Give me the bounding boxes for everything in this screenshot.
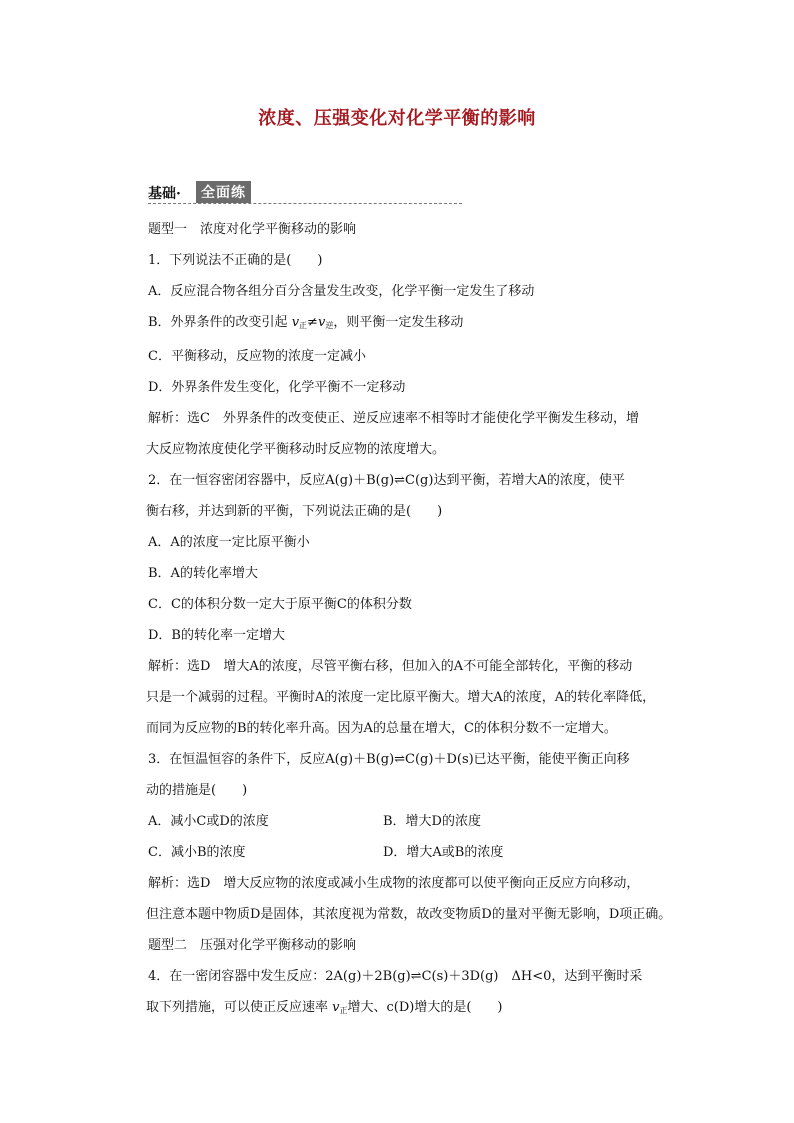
subscript-reverse: 逆 (325, 321, 334, 330)
q3-answer-line1: 解析：选D 增大反应物的浓度或减小生成物的浓度都可以使平衡向正反应方向移动， (148, 876, 640, 891)
q3-options-row2 (148, 837, 648, 868)
q2-answer-line2: 只是一个减弱的过程。平衡时A的浓度一定比原平衡大。增大A的浓度，A的转化率降低， (146, 690, 656, 705)
q4-stem-line2 (146, 992, 648, 1026)
q1-b-text-end: ，则平衡一定发生移动 (333, 315, 464, 330)
q2-answer-line1: 解析：选D 增大A的浓度，尽管平衡右移，但加入的A不可能全部转化，平衡的移动 (148, 659, 633, 674)
section-badge: 全面练 (196, 181, 251, 203)
q3-option-b: B．增大D的浓度 (383, 814, 481, 829)
q1-stem: 1．下列说法不正确的是( ) (148, 253, 323, 268)
q3-answer-line2: 但注意本题中物质D是固体，其浓度视为常数，故改变物质D的量对平衡无影响，D项正确。 (146, 907, 672, 922)
v-symbol: v (332, 1000, 340, 1015)
q1-option-c: C．平衡移动，反应物的浓度一定减小 (148, 349, 366, 364)
v-symbol: v (291, 315, 300, 330)
section-header (148, 181, 462, 204)
q3-stem-line1: 3．在恒温恒容的条件下，反应A(g)＋B(g)⇌C(g)＋D(s)已达平衡，能使平衡正向移 (148, 752, 630, 767)
q1-answer-line1: 解析：选C 外界条件的改变使正、逆反应速率不相等时才能使化学平衡发生移动，增 (148, 411, 639, 426)
q2-option-d: D．B的转化率一定增大 (148, 628, 285, 643)
not-equal-sign: ≠ (307, 315, 318, 330)
q2-answer-line3: 而同为反应物的B的转化率升高。因为A的总量在增大，C的体积分数不一定增大。 (146, 721, 617, 736)
page-title: 浓度、压强变化对化学平衡的影响 (258, 108, 536, 129)
type2-heading: 题型二 压强对化学平衡移动的影响 (148, 938, 357, 953)
q4-stem-line1: 4．在一密闭容器中发生反应：2A(g)＋2B(g)⇌C(s)＋3D(g) ΔH<0，达到平衡时采 (148, 969, 643, 984)
subscript-forward: 正 (299, 321, 308, 330)
section-label: 基础· (148, 186, 181, 202)
q1-option-a: A．反应混合物各组分百分含量发生改变，化学平衡一定发生了移动 (148, 284, 535, 299)
content-body (146, 214, 672, 1026)
q2-option-c: C．C的体积分数一定大于原平衡C的体积分数 (148, 597, 412, 612)
q3-options-row1 (148, 806, 648, 837)
q1-answer-line2: 大反应物浓度使化学平衡移动时反应物的浓度增大。 (146, 442, 446, 457)
q2-stem-line2: 衡右移，并达到新的平衡，下列说法正确的是( ) (146, 504, 443, 519)
subscript-forward: 正 (339, 1006, 348, 1015)
q2-stem-line1: 2．在一恒容密闭容器中，反应A(g)＋B(g)⇌C(g)达到平衡，若增大A的浓度，使平 (148, 473, 625, 488)
type1-heading: 题型一 浓度对化学平衡移动的影响 (148, 222, 357, 237)
q3-option-d: D．增大A或B的浓度 (383, 845, 504, 860)
q3-stem-line2: 动的措施是( ) (146, 783, 248, 798)
q4-text: 取下列措施，可以使正反应速率 (146, 1000, 333, 1015)
q3-option-a: A．减小C或D的浓度 (148, 814, 269, 829)
q4-text-end: 增大、c(D)增大的是( ) (347, 1000, 503, 1015)
q1-option-b (148, 307, 648, 341)
q1-option-d: D．外界条件发生变化，化学平衡不一定移动 (148, 380, 406, 395)
q2-option-a: A．A的浓度一定比原平衡小 (148, 535, 310, 550)
q2-option-b: B．A的转化率增大 (148, 566, 258, 581)
v-symbol: v (317, 315, 326, 330)
q3-option-c: C．减小B的浓度 (148, 845, 246, 860)
q1-b-text: B．外界条件的改变引起 (148, 315, 292, 330)
